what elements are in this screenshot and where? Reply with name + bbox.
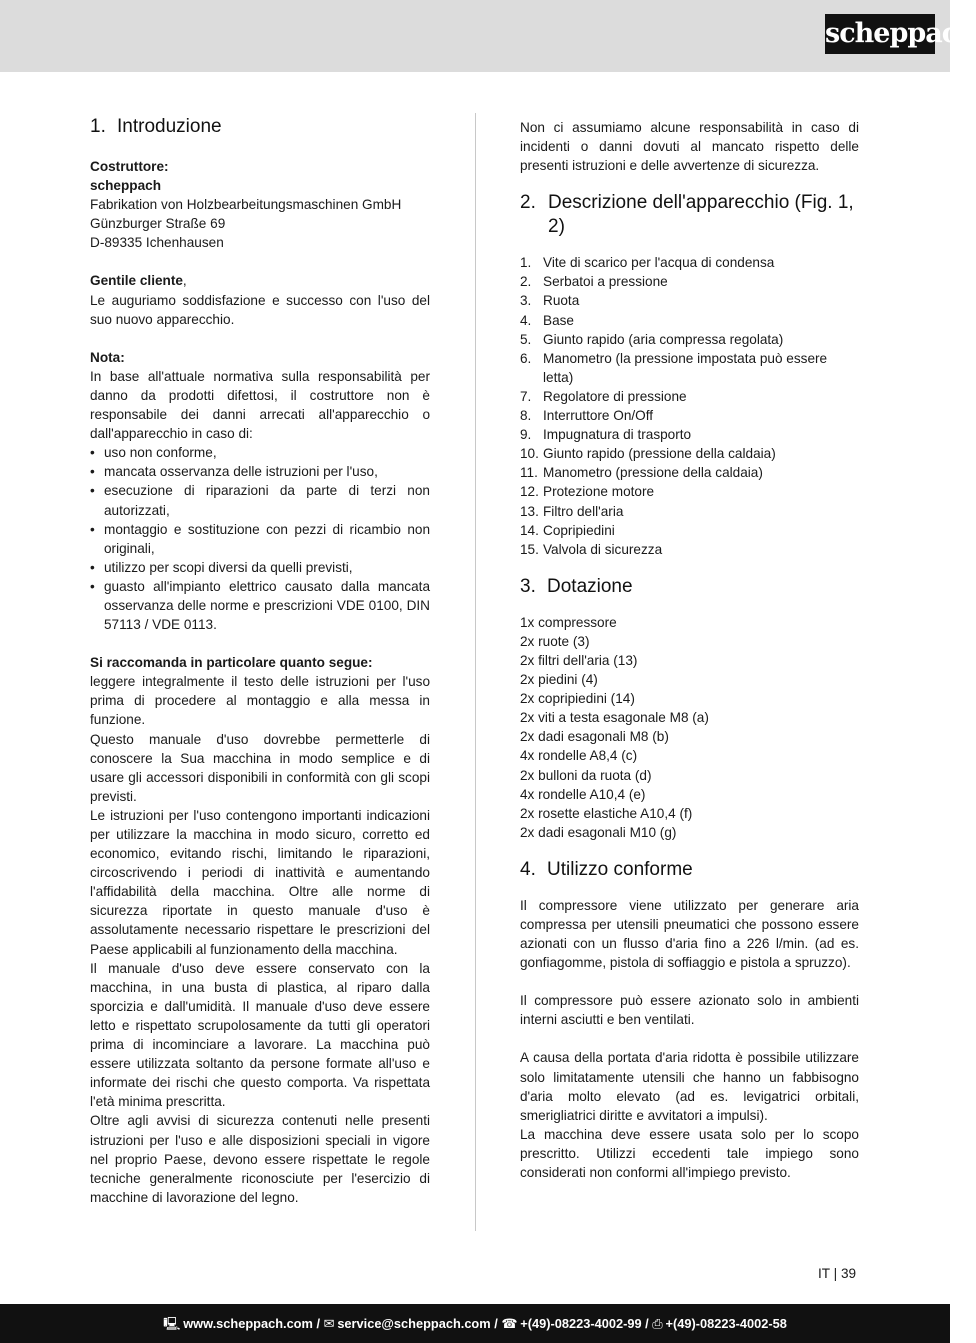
list-item: 5. Giunto rapido (aria compressa regolata): [520, 331, 784, 347]
manufacturer-label: Costruttore:: [90, 159, 169, 174]
paragraph: Questo manuale d'uso dovrebbe permetterle di conoscere la Sua macchina in modo semplice e di usare gli accessori disponibili in conformità con gli scopi previsti.: [90, 731, 430, 804]
paragraph: leggere integralmente il testo delle istruzioni per l'uso prima di procedere al montaggio e alla messa in funzione.: [90, 674, 430, 728]
list-item: 2x rosette elastiche A10,4 (f): [520, 805, 693, 821]
section-heading-scope: 3. Dotazione: [520, 575, 633, 597]
greeting: Gentile cliente,: [90, 273, 187, 289]
paragraph: Le istruzioni per l'uso contengono importanti indicazioni per utilizzare la macchina in modo sicuro, corretto ed economico, evitando rischi, limitando le riparazioni, circoscrivendo i periodi di inattività e aumentando l'affidabilità della macchina. Oltre alle norme di sicurezza riportate in questo manuale d'uso è assolutamente necessario rispettare le prescrizioni del Paese applicabili al funzionamento della macchina.: [90, 807, 430, 957]
list-item: 7. Regolatore di pressione: [520, 388, 687, 404]
paragraph: Il compressore può essere azionato solo in ambienti interni asciutti e ben ventilati.: [520, 993, 859, 1028]
address-line: Günzburger Straße 69: [90, 216, 226, 232]
liability-text: Non ci assumiamo alcune responsabilità in caso di incidenti o danni dovuti al mancato rispetto delle presenti istruzioni e delle avvertenze di sicurezza.: [520, 120, 859, 174]
email-link[interactable]: service@scheppach.com: [337, 1316, 491, 1331]
fax-number: +(49)-08223-4002-58: [665, 1316, 787, 1331]
list-item: • esecuzione di riparazioni da parte di terzi non autorizzati,: [90, 481, 430, 519]
address-line: Fabrikation von Holzbearbeitungsmaschinen GmbH: [90, 197, 402, 213]
paragraph: Oltre agli avvisi di sicurezza contenuti nelle presenti istruzioni per l'uso e alle disposizioni speciali in vigore nel proprio Paese, devono essere rispettate le regole tecniche generalmente riconosciute per l'esercizio di macchine di lavorazione del legno.: [90, 1113, 430, 1205]
list-item: • guasto all'impianto elettrico causato dalla mancata osservanza delle norme e prescrizioni VDE 0100, DIN 57113 / VDE 0113.: [90, 577, 430, 634]
fax-icon: ⎙: [652, 1316, 663, 1331]
list-item: 2x bulloni da ruota (d): [520, 767, 652, 783]
section-heading-intended-use: 4. Utilizzo conforme: [520, 858, 693, 880]
recommend-label: Si raccomanda in particolare quanto segue:: [90, 655, 373, 671]
list-item: 10. Giunto rapido (pressione della caldaia): [520, 446, 776, 462]
paragraph: A causa della portata d'aria ridotta è possibile utilizzare solo limitatamente utensili che hanno un fabbisogno d'aria molto elevato (ad es. levigatrici orbitali, smerigliatrici diritte e avvitatori a impulsi).: [520, 1050, 859, 1123]
list-item: • mancata osservanza delle istruzioni per l'uso,: [90, 462, 430, 481]
list-item: 8. Interruttore On/Off: [520, 408, 654, 424]
list-item: 4. Base: [520, 312, 574, 328]
header-band: [0, 0, 950, 72]
list-item: • uso non conforme,: [90, 443, 430, 462]
phone-icon: ☎: [501, 1316, 518, 1331]
address-line: D-89335 Ichenhausen: [90, 235, 224, 251]
scope-list: [520, 613, 859, 842]
manufacturer-name: scheppach: [90, 178, 162, 194]
list-item: 13. Filtro dell'aria: [520, 503, 624, 519]
note-label: Nota:: [90, 349, 125, 365]
list-item: 2x dadi esagonali M10 (g): [520, 824, 677, 840]
list-item: 14. Copripiedini: [520, 522, 615, 538]
list-item: 2x ruote (3): [520, 633, 590, 649]
page-number: IT | 39: [818, 1266, 857, 1281]
list-item: 15. Valvola di sicurezza: [520, 541, 663, 557]
note-text: In base all'attuale normativa sulla responsabilità per danno da prodotti difettosi, il costruttore non è responsabile dei danni arrecati all'apparecchio o dall'apparecchio in caso di:: [90, 368, 430, 442]
list-item: 4x rondelle A10,4 (e): [520, 786, 646, 802]
list-item: 12. Protezione motore: [520, 484, 655, 500]
list-item: 3. Ruota: [520, 293, 580, 309]
scheppach-logo: scheppach: [825, 14, 935, 54]
list-item: 2x piedini (4): [520, 672, 598, 688]
list-item: 1x compressore: [520, 614, 617, 630]
note-bullet-list: [90, 443, 430, 634]
paragraph: Il compressore viene utilizzato per generare aria compressa per utensili pneumatici che possono essere azionati con un flusso d'aria fino a 226 l/min. (ad es. gonfiagomme, pistola di soffiaggio e pistola a spruzzo).: [520, 897, 859, 971]
paragraph: Il manuale d'uso deve essere conservato con la macchina, in una busta di plastica, al riparo dalla sporcizia e dall'umidità. Il manuale d'uso deve essere letto e rispettato scrupolosamente da tutti gli operatori prima di incominciare a lavorare. La macchina può essere utilizzata soltanto da persone formate all'uso e informate dei rischi che questo comporta. Va rispettata l'età minima prescritta.: [90, 960, 430, 1110]
list-item: 2x dadi esagonali M8 (b): [520, 729, 669, 745]
section-heading-introduction: 1. Introduzione: [90, 116, 222, 137]
list-item: • utilizzo per scopi diversi da quelli previsti,: [90, 558, 430, 577]
list-item: • montaggio e sostituzione con pezzi di ricambio non originali,: [90, 520, 430, 558]
paragraph: La macchina deve essere usata solo per lo scopo prescritto. Utilizzi eccedenti tale impiego sono considerati non conformi all'impiego previsto.: [520, 1126, 859, 1181]
section-heading-description: 2. Descrizione dell'apparecchio (Fig. 1, 2): [520, 192, 854, 238]
list-item: 2x filtri dell'aria (13): [520, 652, 638, 668]
phone-number: +(49)-08223-4002-99: [520, 1316, 642, 1331]
list-item: 4x rondelle A8,4 (c): [520, 748, 638, 764]
column-divider: [475, 113, 476, 1231]
computer-icon: 🖳: [163, 1316, 181, 1331]
right-column: [520, 118, 859, 1182]
list-item: 2. Serbatoi a pressione: [520, 274, 668, 290]
mail-icon: ✉: [323, 1316, 335, 1331]
footer-bar: 🖳 www.scheppach.com / ✉ service@scheppach.com / ☎ +(49)-08223-4002-99 / ⎙ +(49)-08223-4002-58: [0, 1304, 950, 1343]
left-column: [90, 115, 430, 1207]
list-item: 11. Manometro (pressione della caldaia): [520, 465, 763, 481]
greeting-text: Le auguriamo soddisfazione e successo con l'uso del suo nuovo apparecchio.: [90, 292, 430, 327]
list-item: 2x viti a testa esagonale M8 (a): [520, 710, 709, 726]
list-item: 9. Impugnatura di trasporto: [520, 427, 692, 443]
website-link[interactable]: www.scheppach.com: [183, 1316, 313, 1331]
list-item: 6. Manometro (la pressione impostata può essere letta): [520, 350, 828, 385]
list-item: 2x copripiedini (14): [520, 691, 635, 707]
list-item: 1. Vite di scarico per l'acqua di condensa: [520, 255, 775, 271]
parts-list: [520, 253, 859, 559]
